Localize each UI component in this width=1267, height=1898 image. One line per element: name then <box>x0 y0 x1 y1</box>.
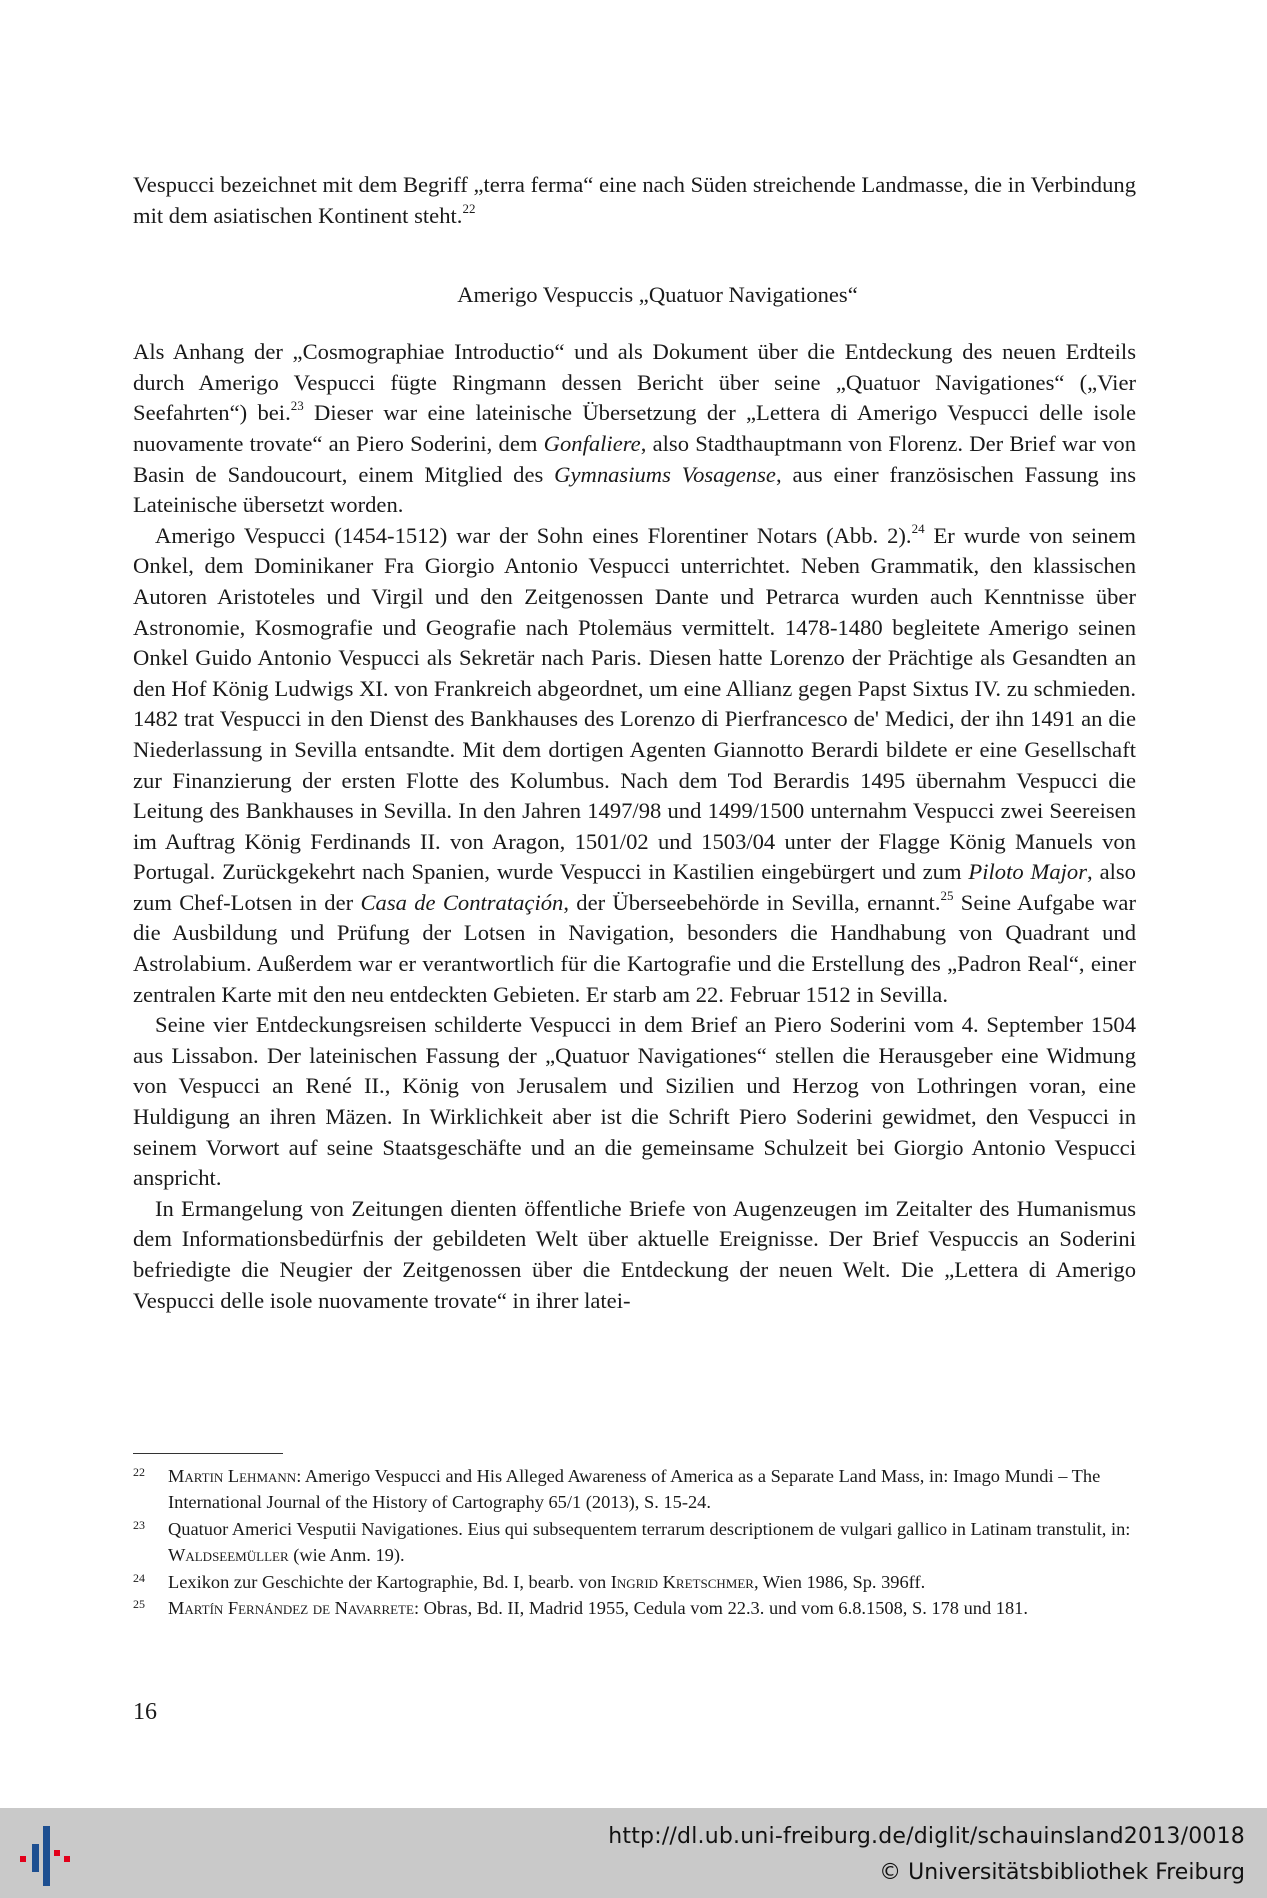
footnote-divider <box>133 1453 283 1454</box>
text-run: , also Stadthauptmann von Florenz. Der Brief war von Basin de Sandoucourt, einem Mitglied des <box>133 430 1136 487</box>
paragraph-4 <box>133 1194 1136 1316</box>
text-run: Vespucci bezeichnet mit dem Begriff „terra ferma“ eine nach Süden streichende Landmasse, die in Verbindung mit dem asiatischen Kontinent steht. <box>133 172 1136 228</box>
footnote-number: 23 <box>133 1517 145 1532</box>
section-heading: Amerigo Vespuccis „Quatuor Navigationes“ <box>457 282 858 308</box>
text-run: : Amerigo Vespucci and His Alleged Awareness of America as a Separate Land Mass, in: Imago Mundi – The International Journal of the History of Cartography 65/1 (2013), S. 15-24. <box>168 1466 1101 1513</box>
ub-freiburg-logo-icon <box>10 1820 80 1890</box>
text-run: Dieser war eine lateinische Übersetzung der „Lettera di Amerigo Vespucci delle isole nuovamente trovate“ an Piero Soderini, dem <box>133 400 1136 456</box>
text-run: Seine Aufgabe war die Ausbildung und Prüfung der Lotsen in Navigation, besonders die Handhabung von Quadrant und Astrolabium. Außerdem war er verantwortlich für die Kartografie und die Erstellung des „Padron Real“, einer zentralen Karte mit den neu entdeckten Gebieten. Er starb am 22. Februar 1512 in Sevilla. <box>133 889 1136 1007</box>
text-run: Amerigo Vespucci (1454-1512) war der Sohn eines Florentiner Notars (Abb. 2). <box>155 522 912 548</box>
source-url-link[interactable]: http://dl.ub.uni-freiburg.de/diglit/schauinsland2013/0018 <box>608 1824 1245 1849</box>
text-run: , also zum Chef-Lotsen in der <box>133 859 1136 915</box>
author-name: Martín Fernández de Navarrete <box>168 1598 414 1619</box>
footnote-ref: 23 <box>290 398 304 414</box>
paragraph-1 <box>133 337 1136 521</box>
text-run: (wie Anm. 19). <box>288 1545 405 1566</box>
footnote-ref: 24 <box>911 520 925 536</box>
footnote-24 <box>133 1569 1136 1595</box>
footnotes <box>133 1463 1136 1621</box>
text-run: In Ermangelung von Zeitungen dienten öffentliche Briefe von Augenzeugen im Zeitalter des Humanismus dem Informationsbedürfnis der gebildeten Welt über aktuelle Ereignisse. Der Brief Vespuccis an Soderini befriedigte die Neugier der Zeitgenossen über die Entdeckung der neuen Welt. Die „Lettera di Amerigo Vespucci delle isole nuovamente trovate“ in ihrer latei- <box>133 1195 1136 1313</box>
page-number: 16 <box>133 1699 157 1725</box>
footnote-23 <box>133 1516 1136 1569</box>
paragraph-intro <box>133 170 1136 231</box>
footnote-text <box>168 1569 1136 1595</box>
footnote-text <box>168 1595 1136 1621</box>
text-run: Als Anhang der „Cosmographiae Introductio“ und als Dokument über die Entdeckung des neuen Erdteils durch Amerigo Vespucci fügte Ringmann dessen Bericht über seine „Quatuor Navigationes“ („Vier Seefahrten“) bei. <box>133 339 1136 426</box>
text-run: , der Überseebehörde in Sevilla, ernannt. <box>563 889 941 915</box>
footnote-ref: 25 <box>940 887 954 903</box>
footnote-number: 22 <box>133 1465 145 1479</box>
italic-term: Piloto Major <box>968 859 1088 885</box>
italic-term: Casa de Contrataçión <box>360 889 564 915</box>
footer-bar <box>0 1808 1267 1898</box>
italic-term: Gonfaliere <box>543 430 641 456</box>
paragraph-3 <box>133 1010 1136 1194</box>
text-run: Lexikon zur Geschichte der Kartographie, Bd. I, bearb. von <box>168 1571 611 1592</box>
italic-term: Gymnasiums Vosagense <box>554 461 776 487</box>
footnote-ref: 22 <box>462 200 476 216</box>
author-name: Waldseemüller <box>168 1545 289 1566</box>
author-name: Ingrid Kretschmer <box>610 1571 754 1592</box>
author-name: Martin Lehmann <box>168 1466 297 1486</box>
paragraph-2 <box>133 521 1136 1011</box>
text-run: , aus einer französischen Fassung ins Lateinische übersetzt worden. <box>133 461 1136 518</box>
footnote-text <box>168 1516 1136 1569</box>
footnote-25 <box>133 1595 1136 1621</box>
footnote-number: 25 <box>133 1597 145 1612</box>
copyright-notice: © Universitätsbibliothek Freiburg <box>879 1860 1245 1885</box>
page-body <box>133 170 1136 1316</box>
text-run: Seine vier Entdeckungsreisen schilderte Vespucci in dem Brief an Piero Soderini vom 4. September 1504 aus Lissabon. Der lateinischen Fassung der „Quatuor Navigationes“ stellen die Herausgeber eine Widmung von Vespucci an René II., König von Jerusalem und Sizilien und Herzog von Lothringen voran, eine Huldigung an ihren Mäzen. In Wirklichkeit aber ist die Schrift Piero Soderini gewidmet, den Vespucci in seinem Vorwort auf seine Staatsgeschäfte und an die gemeinsame Schulzeit bei Giorgio Antonio Vespucci anspricht. <box>133 1012 1136 1191</box>
footnote-text <box>168 1463 1136 1516</box>
text-run: Er wurde von seinem Onkel, dem Dominikaner Fra Giorgio Antonio Vespucci unterrichtet. Neben Grammatik, den klassischen Autoren Aristoteles und Virgil und den Zeitgenossen Dante und Petrarca wurden auch Kenntnisse über Astronomie, Kosmografie und Geografie nach Ptolemäus vermittelt. 1478-1480 begleitete Amerigo seinen Onkel Guido Antonio Vespucci als Sekretär nach Paris. Diesen hatte Lorenzo der Prächtige als Gesandten an den Hof König Ludwigs XI. von Frankreich abgeordnet, um eine Allianz gegen Papst Sixtus IV. zu schmieden. 1482 trat Vespucci in den Dienst des Bankhauses des Lorenzo di Pierfrancesco de' Medici, der ihn 1491 an die Niederlassung in Sevilla entsandte. Mit dem dortigen Agenten Giannotto Berardi bildete er eine Gesellschaft zur Finanzierung der ersten Flotte des Kolumbus. Nach dem Tod Berardis 1495 übernahm Vespucci die Leitung des Bankhauses in Sevilla. In den Jahren 1497/98 und 1499/1500 unternahm Vespucci zwei Seereisen im Auftrag König Ferdinands II. von Aragon, 1501/02 und 1503/04 unter der Flagge König Manuels von Portugal. Zurückgekehrt nach Spanien, wurde Vespucci in Kastilien eingebürgert und zum <box>133 522 1136 885</box>
text-run: , Wien 1986, Sp. 396ff. <box>753 1571 926 1592</box>
footnote-22 <box>133 1463 1136 1516</box>
text-run: : Obras, Bd. II, Madrid 1955, Cedula vom 22.3. und vom 6.8.1508, S. 178 und 181. <box>413 1598 1028 1619</box>
footnote-number: 24 <box>133 1570 145 1585</box>
text-run: Quatuor Americi Vesputii Navigationes. Eius qui subsequentem terrarum descriptionem de vulgari gallico in Latinam transtulit, in: <box>168 1518 1131 1539</box>
